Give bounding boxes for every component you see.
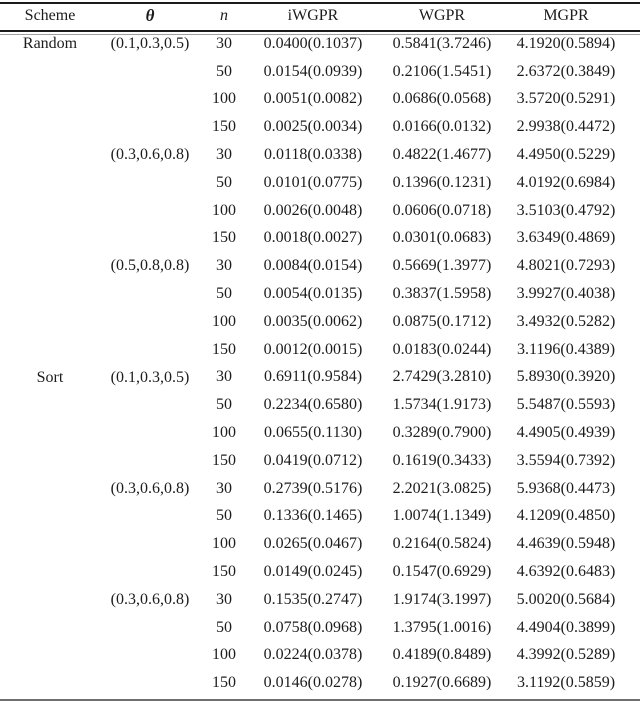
mgpr-cell: 4.0192(0.6984) xyxy=(516,173,616,191)
n-cell: 30 xyxy=(216,257,232,275)
iwgpr-cell: 0.2739(0.5176) xyxy=(263,479,363,497)
mgpr-cell: 3.6349(0.4869) xyxy=(516,229,616,247)
column-header-iwgpr: iWGPR xyxy=(287,7,339,24)
wgpr-cell: 0.0606(0.0718) xyxy=(392,201,492,219)
n-cell: 50 xyxy=(216,285,232,303)
mgpr-cell: 4.8021(0.7293) xyxy=(516,257,616,275)
mgpr-cell: 4.1920(0.5894) xyxy=(516,34,616,52)
iwgpr-cell: 0.0018(0.0027) xyxy=(263,229,363,247)
iwgpr-cell: 0.0025(0.0034) xyxy=(263,118,363,136)
mgpr-cell: 5.8930(0.3920) xyxy=(516,368,616,386)
wgpr-cell: 0.0183(0.0244) xyxy=(392,340,492,358)
n-cell: 30 xyxy=(216,590,232,608)
iwgpr-cell: 0.0758(0.0968) xyxy=(263,618,363,636)
wgpr-cell: 1.0074(1.1349) xyxy=(392,507,492,525)
table-body xyxy=(0,30,640,697)
n-cell: 100 xyxy=(212,424,236,442)
wgpr-cell: 0.4822(1.4677) xyxy=(392,146,492,164)
iwgpr-cell: 0.0054(0.0135) xyxy=(263,285,363,303)
theta-cell: (0.1,0.3,0.5) xyxy=(110,35,190,52)
n-cell: 100 xyxy=(212,535,236,553)
n-cell: 150 xyxy=(212,118,236,136)
iwgpr-cell: 0.0051(0.0082) xyxy=(263,90,363,108)
iwgpr-cell: 0.0400(0.1037) xyxy=(263,34,363,52)
n-cell: 100 xyxy=(212,201,236,219)
iwgpr-cell: 0.0101(0.0775) xyxy=(263,173,363,191)
n-cell: 30 xyxy=(216,146,232,164)
mgpr-cell: 4.3992(0.5289) xyxy=(516,646,616,664)
wgpr-cell: 1.5734(1.9173) xyxy=(392,396,492,414)
iwgpr-cell: 0.0012(0.0015) xyxy=(263,340,363,358)
n-cell: 100 xyxy=(212,646,236,664)
mgpr-cell: 5.5487(0.5593) xyxy=(516,396,616,414)
mgpr-cell: 3.1192(0.5859) xyxy=(516,674,616,692)
wgpr-cell: 0.2106(1.5451) xyxy=(392,62,492,80)
n-cell: 150 xyxy=(212,451,236,469)
mgpr-cell: 3.4932(0.5282) xyxy=(516,312,616,330)
n-cell: 150 xyxy=(212,674,236,692)
theta-cell: (0.1,0.3,0.5) xyxy=(110,368,190,386)
iwgpr-cell: 0.0146(0.0278) xyxy=(263,674,363,692)
column-header-scheme: Scheme xyxy=(24,7,76,24)
mgpr-cell: 4.6392(0.6483) xyxy=(516,563,616,581)
wgpr-cell: 0.5841(3.7246) xyxy=(392,34,492,52)
n-cell: 30 xyxy=(216,34,232,52)
column-header-wgpr: WGPR xyxy=(418,7,466,24)
mgpr-cell: 4.4905(0.4939) xyxy=(516,424,616,442)
mgpr-cell: 3.5594(0.7392) xyxy=(516,451,616,469)
n-cell: 150 xyxy=(212,563,236,581)
iwgpr-cell: 0.0419(0.0712) xyxy=(263,451,363,469)
column-header-theta: θ xyxy=(145,6,155,25)
iwgpr-cell: 0.0149(0.0245) xyxy=(263,563,363,581)
header-row xyxy=(0,2,640,30)
iwgpr-cell: 0.0026(0.0048) xyxy=(263,201,363,219)
mgpr-cell: 3.1196(0.4389) xyxy=(516,340,616,358)
n-cell: 150 xyxy=(212,229,236,247)
wgpr-cell: 0.1619(0.3433) xyxy=(392,451,492,469)
iwgpr-cell: 0.1336(0.1465) xyxy=(263,507,363,525)
n-cell: 30 xyxy=(216,479,232,497)
table-bottom-rule xyxy=(0,699,640,701)
wgpr-cell: 0.4189(0.8489) xyxy=(392,646,492,664)
mgpr-cell: 4.4639(0.5948) xyxy=(516,535,616,553)
wgpr-cell: 0.1927(0.6689) xyxy=(392,674,492,692)
mgpr-cell: 2.6372(0.3849) xyxy=(516,62,616,80)
n-cell: 50 xyxy=(216,396,232,414)
mgpr-cell: 3.5103(0.4792) xyxy=(516,201,616,219)
iwgpr-cell: 0.0265(0.0467) xyxy=(263,535,363,553)
scheme-cell: Random xyxy=(22,35,78,52)
n-cell: 50 xyxy=(216,173,232,191)
wgpr-cell: 1.9174(3.1997) xyxy=(392,590,492,608)
mgpr-cell: 2.9938(0.4472) xyxy=(516,118,616,136)
wgpr-cell: 0.0301(0.0683) xyxy=(392,229,492,247)
wgpr-cell: 2.7429(3.2810) xyxy=(392,368,492,386)
mgpr-cell: 5.9368(0.4473) xyxy=(516,479,616,497)
n-cell: 100 xyxy=(212,312,236,330)
n-cell: 100 xyxy=(212,90,236,108)
wgpr-cell: 0.5669(1.3977) xyxy=(392,257,492,275)
wgpr-cell: 0.1547(0.6929) xyxy=(392,563,492,581)
iwgpr-cell: 0.0224(0.0378) xyxy=(263,646,363,664)
n-cell: 50 xyxy=(216,62,232,80)
wgpr-cell: 2.2021(3.0825) xyxy=(392,479,492,497)
mgpr-cell: 4.1209(0.4850) xyxy=(516,507,616,525)
n-cell: 50 xyxy=(216,507,232,525)
iwgpr-cell: 0.6911(0.9584) xyxy=(263,368,363,386)
wgpr-cell: 1.3795(1.0016) xyxy=(392,618,492,636)
mgpr-cell: 3.9927(0.4038) xyxy=(516,285,616,303)
wgpr-cell: 0.0686(0.0568) xyxy=(392,90,492,108)
table-row xyxy=(0,30,640,58)
iwgpr-cell: 0.0084(0.0154) xyxy=(263,257,363,275)
wgpr-cell: 0.3289(0.7900) xyxy=(392,424,492,442)
iwgpr-cell: 0.2234(0.6580) xyxy=(263,396,363,414)
mgpr-cell: 4.4904(0.3899) xyxy=(516,618,616,636)
mgpr-cell: 3.5720(0.5291) xyxy=(516,90,616,108)
iwgpr-cell: 0.0655(0.1130) xyxy=(263,424,363,442)
theta-cell: (0.3,0.6,0.8) xyxy=(110,479,190,497)
wgpr-cell: 0.0875(0.1712) xyxy=(392,312,492,330)
wgpr-cell: 0.2164(0.5824) xyxy=(392,535,492,553)
iwgpr-cell: 0.0154(0.0939) xyxy=(263,62,363,80)
n-cell: 30 xyxy=(216,368,232,386)
wgpr-cell: 0.1396(0.1231) xyxy=(392,173,492,191)
column-header-n: n xyxy=(220,7,228,24)
theta-cell: (0.3,0.6,0.8) xyxy=(110,146,190,164)
theta-cell: (0.3,0.6,0.8) xyxy=(110,590,190,608)
table-row xyxy=(0,364,640,392)
mgpr-cell: 4.4950(0.5229) xyxy=(516,146,616,164)
scheme-cell: Sort xyxy=(36,368,64,386)
mgpr-cell: 5.0020(0.5684) xyxy=(516,590,616,608)
wgpr-cell: 0.0166(0.0132) xyxy=(392,118,492,136)
theta-cell: (0.5,0.8,0.8) xyxy=(110,257,190,275)
iwgpr-cell: 0.1535(0.2747) xyxy=(263,590,363,608)
iwgpr-cell: 0.0118(0.0338) xyxy=(263,146,363,164)
n-cell: 150 xyxy=(212,340,236,358)
results-table xyxy=(0,2,640,697)
wgpr-cell: 0.3837(1.5958) xyxy=(392,285,492,303)
column-header-mgpr: MGPR xyxy=(543,7,589,24)
n-cell: 50 xyxy=(216,618,232,636)
iwgpr-cell: 0.0035(0.0062) xyxy=(263,312,363,330)
